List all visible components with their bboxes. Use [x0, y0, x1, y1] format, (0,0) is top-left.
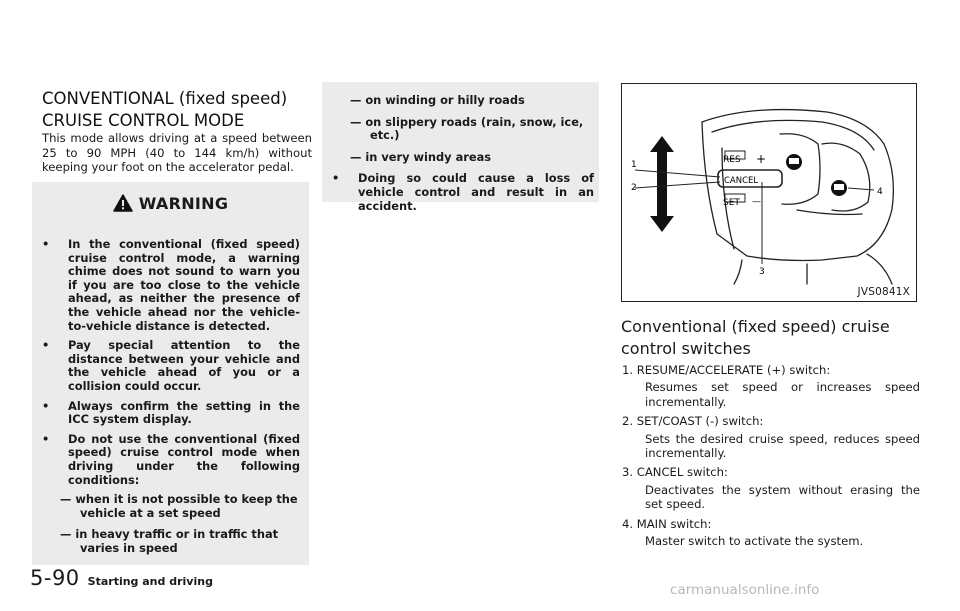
warning-heading	[32, 194, 309, 213]
switch-figure	[621, 83, 917, 302]
condition-item: — when it is not possible to keep the vehicle at a set speed	[60, 492, 298, 520]
warning-item-text: Doing so could cause a loss of vehicle control and result in an accident.	[358, 171, 594, 213]
warning-box	[32, 182, 309, 565]
bullet: •	[42, 338, 50, 353]
warning-item	[42, 238, 300, 333]
warning-item	[42, 433, 300, 487]
switches-title-line1: Conventional (fixed speed) cruise	[621, 317, 890, 336]
intro-paragraph: This mode allows driving at a speed between 25 to 90 MPH (40 to 144 km/h) without keeping your foot on the accelerator pedal.	[42, 131, 312, 175]
warning-list-continued	[332, 90, 594, 219]
callout-1: 1	[631, 160, 637, 170]
warning-box-continued	[322, 82, 599, 213]
switches-title-line2: control switches	[621, 339, 751, 358]
updown-arrow-icon	[650, 136, 674, 232]
page-number: 5-90	[30, 566, 80, 590]
warning-item-text: In the conventional (fixed speed) cruise control mode, a warning chime does not sound to warn you if you are too close to the vehicle ahead, as neither the presence of the vehicle ahead nor the vehicle-to-vehicle distance is detected.	[68, 237, 300, 333]
switch-label: 2. SET/COAST (-) switch:	[622, 414, 764, 429]
warning-item	[42, 400, 300, 427]
callout-2: 2	[631, 183, 637, 193]
watermark: carmanualsonline.info	[670, 582, 820, 598]
steering-switch-illustration	[622, 84, 915, 300]
main-switch-icon	[831, 180, 847, 196]
switch-label: 4. MAIN switch:	[622, 516, 712, 531]
section-title	[42, 88, 312, 132]
minus-symbol: —	[752, 197, 761, 207]
condition-item: — on winding or hilly roads	[350, 93, 525, 107]
warning-item	[332, 172, 594, 213]
switch-desc: Master switch to activate the system.	[645, 534, 864, 549]
warning-heading-text: WARNING	[138, 194, 229, 213]
switch-list	[622, 363, 920, 553]
figure-code: JVS0841X	[857, 286, 910, 298]
page-footer	[30, 566, 213, 590]
switch-item	[622, 363, 920, 409]
section-title-line2: CRUISE CONTROL MODE	[42, 111, 245, 130]
condition-item: — in heavy traffic or in traffic that varies in speed	[60, 527, 279, 555]
section-title-line1: CONVENTIONAL (fixed speed)	[42, 89, 288, 108]
switch-item	[622, 414, 920, 460]
res-label: RES	[723, 155, 741, 165]
warning-item-text: Always confirm the setting in the ICC system display.	[68, 398, 300, 427]
bullet: •	[332, 171, 340, 186]
warning-icon	[113, 194, 133, 212]
distance-icon	[786, 154, 802, 170]
condition-item: — in very windy areas	[350, 149, 492, 164]
switch-label: 3. CANCEL switch:	[622, 465, 728, 480]
condition-item: — on slippery roads (rain, snow, ice, etc.)	[350, 114, 584, 143]
warning-item	[42, 339, 300, 393]
cancel-label: CANCEL	[724, 176, 759, 186]
bullet: •	[42, 431, 50, 446]
switch-desc: Resumes set speed or increases speed incrementally.	[645, 380, 920, 409]
switch-item	[622, 465, 920, 511]
bullet: •	[42, 237, 50, 251]
switch-desc: Deactivates the system without erasing the set speed.	[645, 482, 920, 512]
switch-desc: Sets the desired cruise speed, reduces speed incrementally.	[645, 431, 920, 461]
warning-list	[42, 238, 300, 563]
switch-label: 1. RESUME/ACCELERATE (+) switch:	[622, 363, 831, 377]
switches-title	[621, 316, 921, 360]
callout-4: 4	[877, 187, 883, 197]
warning-item-text: Pay special attention to the distance between your vehicle and the vehicle ahead of you or a collision could occur.	[68, 338, 300, 393]
warning-item-text: Do not use the conventional (fixed speed) cruise control mode when driving under the following conditions:	[68, 431, 300, 487]
switch-item	[622, 517, 920, 549]
bullet: •	[42, 398, 50, 413]
plus-symbol: +	[756, 152, 767, 166]
callout-3: 3	[759, 267, 765, 277]
set-label: SET	[723, 198, 740, 208]
chapter-name: Starting and driving	[87, 575, 213, 588]
